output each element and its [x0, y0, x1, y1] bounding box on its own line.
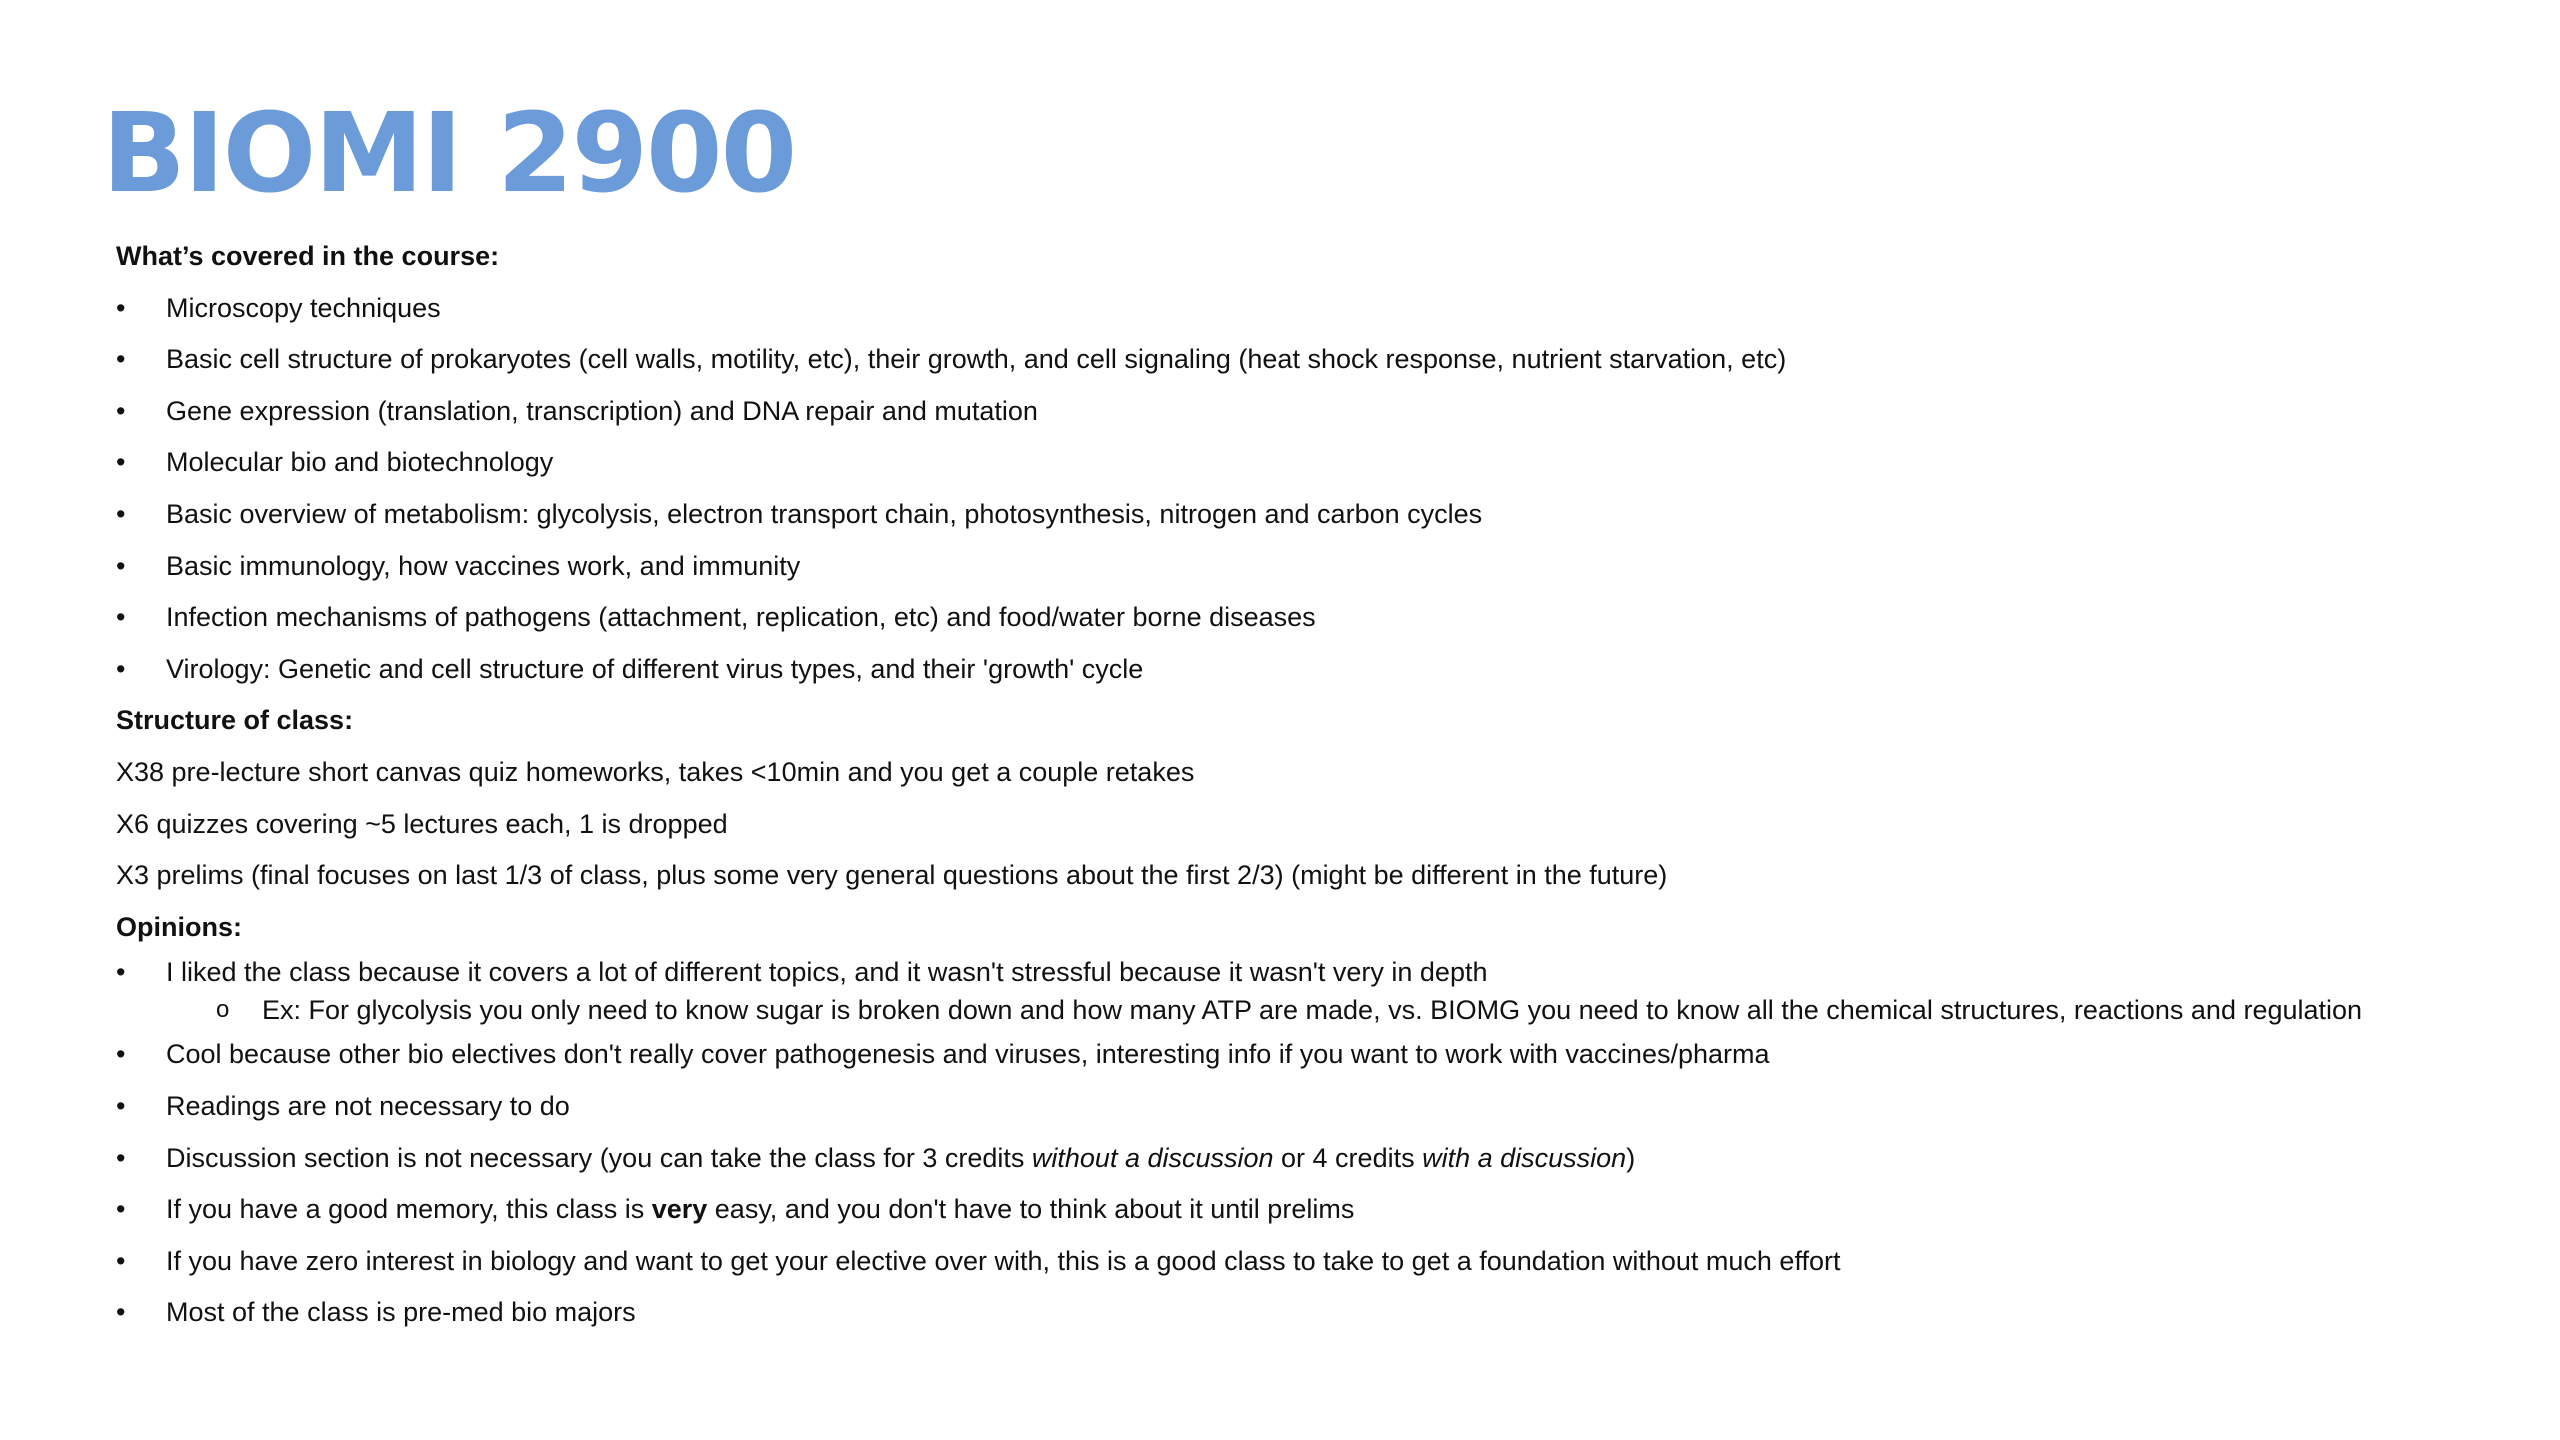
- list-item-text: Virology: Genetic and cell structure of different virus types, and their 'growth' cycle: [166, 653, 1144, 684]
- list-item-text: [166, 1184, 1354, 1236]
- structure-line: X38 pre-lecture short canvas quiz homeworks, takes <10min and you get a couple retakes: [116, 756, 1195, 787]
- list-item-text: Basic cell structure of prokaryotes (cell walls, motility, etc), their growth, and cell signaling (heat shock response, nutrient starvation, etc): [166, 344, 1787, 375]
- bullet-icon: •: [116, 1142, 126, 1173]
- list-item-text: Gene expression (translation, transcription) and DNA repair and mutation: [166, 395, 1038, 426]
- bullet-icon: •: [116, 292, 126, 323]
- sub-list-item: [116, 991, 2536, 1029]
- list-item-text: Microscopy techniques: [166, 292, 441, 323]
- text-run: If you have a good memory, this class is: [166, 1194, 652, 1225]
- structure-line: X3 prelims (final focuses on last 1/3 of class, plus some very general questions about the first 2/3) (might be different in the future): [116, 860, 1668, 891]
- list-item-text: Readings are not necessary to do: [166, 1090, 570, 1121]
- circle-bullet-icon: o: [216, 996, 230, 1024]
- list-item-text: [166, 1133, 1635, 1185]
- structure-line: X6 quizzes covering ~5 lectures each, 1 is dropped: [116, 808, 728, 839]
- text-run: or 4 credits: [1273, 1142, 1423, 1173]
- bullet-icon: •: [116, 1245, 126, 1276]
- list-item: [116, 334, 2536, 386]
- list-item: [116, 592, 2536, 644]
- bullet-icon: •: [116, 653, 126, 684]
- list-item-text: If you have zero interest in biology and want to get your elective over with, this is a good class to take to get a foundation without much effort: [166, 1245, 1841, 1276]
- section-heading-opinions: Opinions:: [116, 911, 242, 942]
- bullet-icon: •: [116, 1297, 126, 1328]
- list-item: [116, 1236, 2536, 1288]
- list-item-text: Cool because other bio electives don't really cover pathogenesis and viruses, interesting info if you want to work with vaccines/pharma: [166, 1039, 1770, 1070]
- bold-text: very: [651, 1194, 708, 1225]
- bullet-icon: •: [116, 344, 126, 375]
- bullet-icon: •: [116, 1090, 126, 1121]
- list-item-text: Infection mechanisms of pathogens (attachment, replication, etc) and food/water borne diseases: [166, 602, 1316, 633]
- list-item: [116, 644, 2536, 696]
- list-item: [116, 1184, 2536, 1236]
- list-item: [116, 1081, 2536, 1133]
- bullet-icon: •: [116, 957, 126, 988]
- list-item: [116, 953, 2536, 991]
- list-item-text: Basic immunology, how vaccines work, and immunity: [166, 550, 801, 581]
- italic-text: with a discussion: [1422, 1142, 1627, 1173]
- bullet-icon: •: [116, 395, 126, 426]
- text-run: easy, and you don't have to think about it until prelims: [707, 1194, 1355, 1225]
- bullet-icon: •: [116, 498, 126, 529]
- slide-title: BIOMI 2900: [102, 89, 796, 217]
- list-item-text: I liked the class because it covers a lot of different topics, and it wasn't stressful because it wasn't very in depth: [166, 957, 1488, 988]
- list-item-text: Molecular bio and biotechnology: [166, 447, 554, 478]
- list-item: [116, 489, 2536, 541]
- bullet-icon: •: [116, 447, 126, 478]
- section-heading-covered: What’s covered in the course:: [116, 241, 500, 271]
- list-item: [116, 1133, 2536, 1185]
- list-item: [116, 437, 2536, 489]
- list-item-text: Most of the class is pre-med bio majors: [166, 1297, 636, 1328]
- bullet-icon: •: [116, 602, 126, 633]
- bullet-icon: •: [116, 1194, 126, 1225]
- bullet-icon: •: [116, 550, 126, 581]
- slide-body: [116, 231, 2536, 1339]
- section-heading-structure: Structure of class:: [116, 705, 354, 736]
- text-run: ): [1626, 1142, 1636, 1173]
- list-item: [116, 1287, 2536, 1339]
- list-item: [116, 1029, 2536, 1081]
- bullet-icon: •: [116, 1039, 126, 1070]
- list-item: [116, 386, 2536, 438]
- text-run: Discussion section is not necessary (you can take the class for 3 credits: [166, 1142, 1032, 1173]
- italic-text: without a discussion: [1031, 1142, 1274, 1173]
- list-item: [116, 283, 2536, 335]
- sub-list-item-text: Ex: For glycolysis you only need to know sugar is broken down and how many ATP are made, vs. BIOMG you need to know all the chemical structures, reactions and regulation: [262, 995, 2363, 1026]
- list-item-text: Basic overview of metabolism: glycolysis, electron transport chain, photosynthesis, nitrogen and carbon cycles: [166, 498, 1483, 529]
- list-item: [116, 541, 2536, 593]
